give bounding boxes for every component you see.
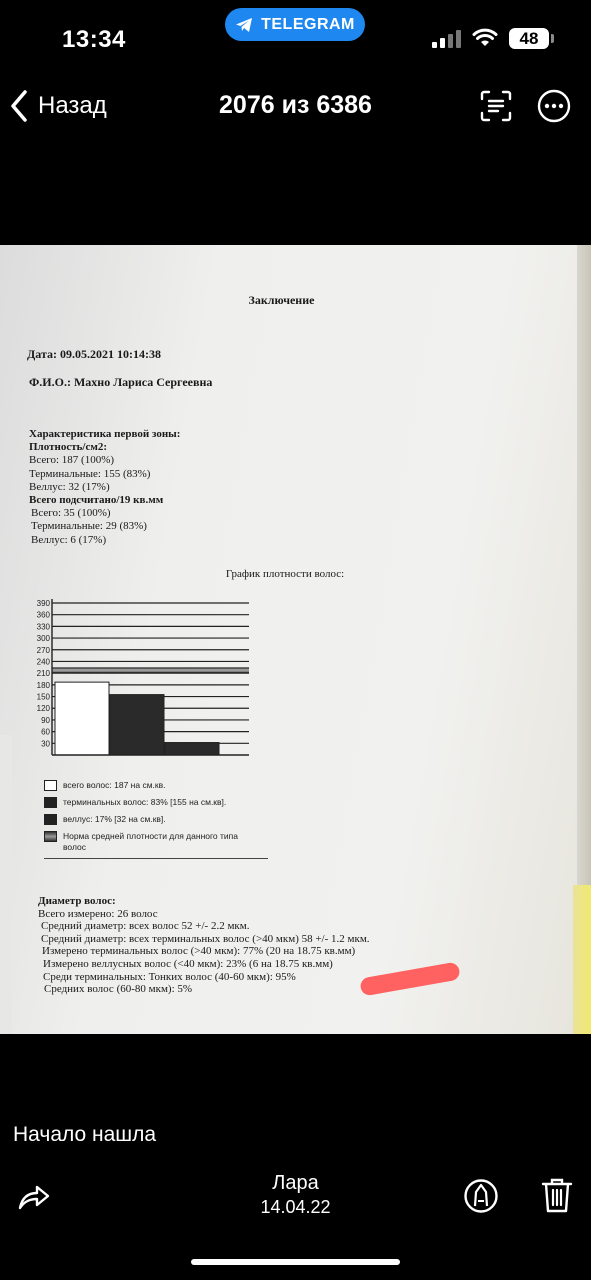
- density-chart: [32, 595, 252, 765]
- legend-swatch-terminal: [44, 797, 57, 808]
- more-options-icon[interactable]: [536, 88, 572, 124]
- back-button-label: Назад: [38, 92, 107, 119]
- bar-terminal: [110, 695, 164, 755]
- chevron-left-icon: [8, 89, 30, 123]
- chart-title: График плотности волос:: [225, 568, 345, 580]
- y-tick-label: 180: [36, 680, 50, 690]
- yellow-paper-edge: [573, 885, 591, 1034]
- bar-vellus: [165, 743, 219, 755]
- telegram-pill-label: TELEGRAM: [261, 15, 355, 33]
- y-tick-label: 90: [41, 715, 50, 725]
- legend-item-vellus: [44, 814, 270, 831]
- trash-icon[interactable]: [540, 1176, 574, 1214]
- photo-caption: Начало нашла: [13, 1123, 157, 1146]
- diameter-line: Средний диаметр: всех волос 52 +/- 2.2 мкм.: [41, 920, 250, 933]
- document-photo[interactable]: [0, 245, 591, 1034]
- scan-text-icon[interactable]: [478, 88, 514, 124]
- counted-heading: Всего подсчитано/19 кв.мм: [29, 494, 164, 507]
- battery-tip: [551, 34, 554, 43]
- norm-band-highlight: [52, 669, 249, 672]
- density-terminal: Терминальные: 155 (83%): [29, 467, 151, 480]
- diameter-line: Средний диаметр: всех терминальных волос (>40 мкм) 58 +/- 1.2 мкм.: [41, 932, 370, 945]
- wifi-icon: [472, 27, 498, 47]
- sender-name: Лара: [272, 1172, 319, 1194]
- diameter-line: Измерено веллусных волос (<40 мкм): 23% (6 на 18.75 кв.мм): [43, 957, 333, 970]
- legend-item-terminal: [44, 797, 270, 814]
- y-tick-label: 60: [41, 727, 50, 737]
- legend-label-total: всего волос: 187 на см.кв.: [63, 780, 166, 790]
- diameter-line: Средних волос (60-80 мкм): 5%: [44, 983, 193, 996]
- telegram-icon: [235, 17, 253, 33]
- density-total: Всего: 187 (100%): [29, 454, 115, 467]
- y-tick-label: 240: [36, 657, 50, 667]
- legend-label-terminal: терминальных волос: 83% [155 на см.кв].: [63, 797, 227, 807]
- legend-divider: [44, 858, 268, 859]
- y-tick-label: 360: [36, 610, 50, 620]
- legend-swatch-vellus: [44, 814, 57, 825]
- media-counter: 2076 из 6386: [219, 91, 372, 119]
- legend-item-norm: [44, 831, 270, 853]
- diameter-line: Всего измерено: 26 волос: [38, 907, 158, 920]
- counted-total: Всего: 35 (100%): [31, 507, 111, 520]
- y-tick-label: 300: [36, 634, 50, 644]
- zone-characteristics: [29, 428, 180, 547]
- document-title: Заключение: [248, 293, 315, 307]
- diameter-section: [38, 895, 370, 996]
- legend-label-vellus: веллус: 17% [32 на см.кв].: [63, 814, 166, 824]
- legend-swatch-total: [44, 780, 57, 791]
- document-date: Дата: 09.05.2021 10:14:38: [27, 347, 161, 361]
- paper-edge-left: [0, 735, 12, 1034]
- document-fio: Ф.И.О.: Махно Лариса Сергеевна: [29, 375, 213, 389]
- y-tick-label: 270: [36, 645, 50, 655]
- status-time: 13:34: [62, 26, 126, 53]
- y-tick-label: 120: [36, 704, 50, 714]
- zone-heading: Характеристика первой зоны:: [29, 428, 181, 440]
- markup-pen-icon[interactable]: [463, 1178, 499, 1214]
- diameter-line: Измерено терминальных волос (>40 мкм): 77% (20 на 18.75 кв.мм): [42, 945, 356, 958]
- counted-vellus: Веллус: 6 (17%): [31, 533, 107, 546]
- diameter-line: Среди терминальных: Тонких волос (40-60 мкм): 95%: [43, 970, 296, 983]
- y-tick-label: 390: [36, 599, 50, 608]
- y-tick-label: 210: [36, 669, 50, 679]
- density-vellus: Веллус: 32 (17%): [29, 480, 110, 493]
- telegram-return-pill[interactable]: [225, 8, 365, 41]
- legend-item-total: [44, 780, 270, 797]
- bar-total: [55, 682, 109, 755]
- density-heading: Плотность/см2:: [29, 441, 108, 454]
- legend-label-norm: Норма средней плотности для данного типа волос: [63, 831, 238, 852]
- home-indicator[interactable]: [191, 1259, 400, 1265]
- back-button[interactable]: [8, 86, 107, 126]
- chart-legend: [44, 780, 270, 853]
- message-date: 14.04.22: [260, 1197, 331, 1217]
- legend-swatch-norm: [44, 831, 57, 842]
- y-tick-label: 30: [41, 739, 50, 749]
- counted-terminal: Терминальные: 29 (83%): [31, 520, 147, 533]
- battery-indicator: 48: [509, 28, 549, 49]
- red-highlight-mark: [359, 961, 461, 996]
- y-tick-label: 150: [36, 692, 50, 702]
- diameter-heading: Диаметр волос:: [38, 895, 116, 907]
- y-tick-label: 330: [36, 622, 50, 632]
- cellular-signal-icon: [432, 30, 462, 48]
